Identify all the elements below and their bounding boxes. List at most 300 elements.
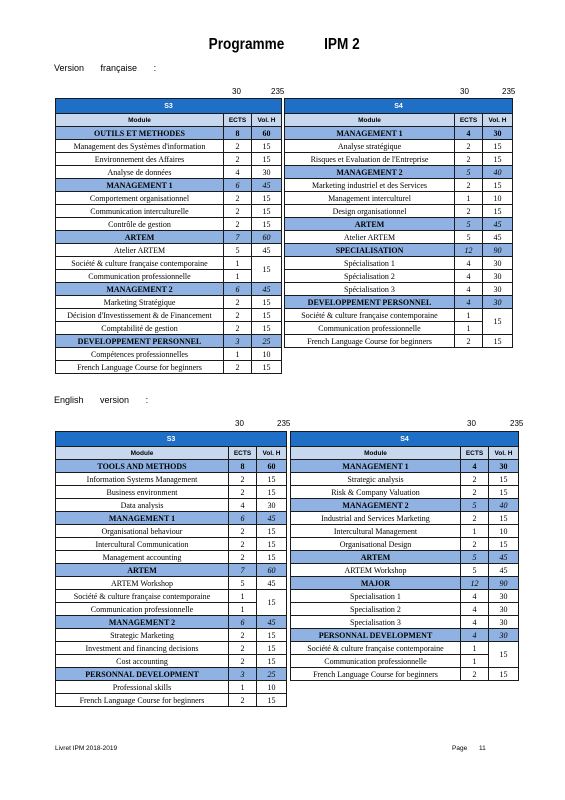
volume-hours: 15 (252, 296, 282, 309)
volume-hours: 90 (489, 577, 519, 590)
volume-hours: 30 (489, 629, 519, 642)
volume-hours: 60 (257, 564, 287, 577)
volume-hours: 15 (483, 205, 513, 218)
ects-value: 2 (224, 192, 252, 205)
module-name: Société & culture française contemporaine (56, 257, 224, 270)
module-group-row (56, 512, 287, 525)
table-row (56, 257, 282, 270)
table-row (291, 590, 519, 603)
volume-hours: 60 (257, 460, 287, 473)
volume-hours: 15 (257, 551, 287, 564)
module-group-name: MANAGEMENT 1 (56, 179, 224, 192)
module-name: Investment and financing decisions (56, 642, 229, 655)
module-group-name: PERSONNAL DEVELOPMENT (56, 668, 229, 681)
table-row (56, 205, 282, 218)
volume-hours: 90 (483, 244, 513, 257)
volume-hours: 15 (252, 218, 282, 231)
column-header-row (291, 447, 519, 460)
ects-value: 4 (224, 166, 252, 179)
ects-value: 3 (224, 335, 252, 348)
ects-value: 2 (461, 668, 489, 681)
module-name: Cost accounting (56, 655, 229, 668)
module-group-name: ARTEM (285, 218, 455, 231)
ects-value: 1 (224, 257, 252, 270)
volume-hours: 15 (257, 473, 287, 486)
ects-value: 5 (224, 244, 252, 257)
module-name: Atelier ARTEM (285, 231, 455, 244)
ects-value: 2 (229, 525, 257, 538)
module-group-name: MANAGEMENT 2 (56, 283, 224, 296)
module-group-name: MANAGEMENT 2 (56, 616, 229, 629)
ects-value: 2 (461, 512, 489, 525)
table-row (56, 296, 282, 309)
module-name: Marketing industriel et des Services (285, 179, 455, 192)
module-column-header: Module (291, 447, 461, 460)
module-name: Communication professionnelle (285, 322, 455, 335)
ects-value: 1 (461, 655, 489, 668)
volume-hours: 25 (257, 668, 287, 681)
semester-title: S3 (56, 99, 282, 114)
volume-hours: 15 (257, 642, 287, 655)
table-row (291, 525, 519, 538)
module-group-name: MANAGEMENT 2 (291, 499, 461, 512)
ects-value: 6 (229, 616, 257, 629)
volume-hours: 15 (257, 525, 287, 538)
column-header-row (285, 114, 513, 127)
module-group-name: TOOLS AND METHODS (56, 460, 229, 473)
table-row (56, 538, 287, 551)
volume-hours: 15 (252, 205, 282, 218)
volume-hours: 15 (257, 486, 287, 499)
ects-value: 1 (461, 642, 489, 655)
volume-hours: 45 (257, 512, 287, 525)
ects-value: 6 (229, 512, 257, 525)
module-group-name: MANAGEMENT 1 (291, 460, 461, 473)
ects-value: 2 (224, 296, 252, 309)
module-name: Comptabilité de gestion (56, 322, 224, 335)
module-group-name: ARTEM (291, 551, 461, 564)
english-s4-ects-total: 30 (467, 419, 476, 428)
module-name: Analyse stratégique (285, 140, 455, 153)
footer-page-number: 11 (479, 745, 486, 752)
table-row (285, 179, 513, 192)
volume-hours: 15 (252, 153, 282, 166)
table-row (291, 564, 519, 577)
module-group-name: DEVELOPPEMENT PERSONNEL (285, 296, 455, 309)
ects-value: 1 (224, 270, 252, 283)
module-name: French Language Course for beginners (56, 694, 229, 707)
module-group-name: ARTEM (56, 231, 224, 244)
ects-value: 2 (455, 205, 483, 218)
module-name: Analyse de données (56, 166, 224, 179)
ects-value: 2 (461, 486, 489, 499)
semester-title: S4 (285, 99, 513, 114)
module-group-row (285, 166, 513, 179)
module-group-row (291, 499, 519, 512)
ects-value: 2 (229, 694, 257, 707)
ects-value: 2 (229, 551, 257, 564)
module-name: Atelier ARTEM (56, 244, 224, 257)
table-row (291, 668, 519, 681)
module-name: Management accounting (56, 551, 229, 564)
volume-hours: 40 (483, 166, 513, 179)
module-name: Comportement organisationnel (56, 192, 224, 205)
module-name: Specialisation 2 (291, 603, 461, 616)
volume-hours: 30 (483, 127, 513, 140)
ects-value: 2 (224, 153, 252, 166)
page-title-left: Programme (208, 36, 285, 53)
table-row (56, 361, 282, 374)
module-group-row (56, 460, 287, 473)
module-name: Décision d'Investissement & de Financement (56, 309, 224, 322)
table-row (56, 590, 287, 603)
ects-value: 4 (461, 460, 489, 473)
ects-value: 4 (461, 590, 489, 603)
module-column-header: Module (56, 447, 229, 460)
ects-value: 1 (224, 348, 252, 361)
ects-value: 4 (455, 283, 483, 296)
volume-hours: 15 (489, 473, 519, 486)
table-row (56, 218, 282, 231)
ects-value: 2 (224, 205, 252, 218)
ects-value: 7 (224, 231, 252, 244)
module-group-name: PERSONNAL DEVELOPMENT (291, 629, 461, 642)
page-title-right: IPM 2 (324, 36, 360, 53)
footer-page-label: Page (452, 745, 468, 752)
module-group-row (56, 668, 287, 681)
ects-value: 2 (224, 322, 252, 335)
table-row (291, 642, 519, 655)
module-group-name: DEVELOPPEMENT PERSONNEL (56, 335, 224, 348)
volume-hours: 15 (257, 590, 287, 616)
module-group-row (56, 564, 287, 577)
french-s3-ects-total: 30 (232, 87, 241, 96)
table-row (56, 166, 282, 179)
module-name: Risk & Company Valuation (291, 486, 461, 499)
module-name: Industrial and Services Marketing (291, 512, 461, 525)
module-name: ARTEM Workshop (291, 564, 461, 577)
ects-value: 2 (455, 179, 483, 192)
module-group-name: SPECIALISATION (285, 244, 455, 257)
french-totals (0, 87, 565, 97)
module-name: Marketing Stratégique (56, 296, 224, 309)
table-row (291, 512, 519, 525)
module-group-row (56, 283, 282, 296)
volume-hours: 45 (489, 551, 519, 564)
module-name: French Language Course for beginners (285, 335, 455, 348)
ects-value: 6 (224, 283, 252, 296)
ects-value: 2 (229, 629, 257, 642)
module-name: Spécialisation 3 (285, 283, 455, 296)
ects-value: 2 (224, 361, 252, 374)
volume-hours: 30 (489, 603, 519, 616)
volume-hours: 15 (489, 668, 519, 681)
table-row (291, 473, 519, 486)
table-row (285, 192, 513, 205)
ects-column-header: ECTS (229, 447, 257, 460)
module-group-row (285, 218, 513, 231)
volume-hours: 45 (252, 179, 282, 192)
ects-value: 5 (461, 499, 489, 512)
volume-hours: 15 (252, 257, 282, 283)
table-row (56, 153, 282, 166)
volume-hours: 60 (252, 231, 282, 244)
ects-value: 4 (461, 603, 489, 616)
ects-value: 2 (455, 335, 483, 348)
ects-value: 2 (229, 538, 257, 551)
module-group-row (285, 244, 513, 257)
module-name: Specialisation 3 (291, 616, 461, 629)
volume-hours: 15 (252, 309, 282, 322)
ects-value: 4 (455, 296, 483, 309)
table-row (56, 244, 282, 257)
table-row (291, 655, 519, 668)
module-name: ARTEM Workshop (56, 577, 229, 590)
column-header-row (56, 447, 287, 460)
french-s4-vol-total: 235 (502, 87, 516, 96)
table-row (285, 140, 513, 153)
table-row (56, 322, 282, 335)
table-row (285, 231, 513, 244)
ects-value: 2 (455, 153, 483, 166)
volume-hours: 30 (489, 460, 519, 473)
module-group-row (56, 231, 282, 244)
french-s3-table (55, 98, 282, 374)
volume-hours: 45 (483, 231, 513, 244)
table-row (56, 270, 282, 283)
module-name: Organisational behaviour (56, 525, 229, 538)
ects-value: 1 (455, 309, 483, 322)
module-name: Strategic Marketing (56, 629, 229, 642)
english-s3-vol-total: 235 (277, 419, 291, 428)
volume-hours: 15 (483, 309, 513, 335)
french-version-label: Version française : (54, 63, 157, 73)
english-totals (0, 419, 565, 429)
volume-hours: 45 (257, 577, 287, 590)
ects-value: 12 (455, 244, 483, 257)
semester-title: S4 (291, 432, 519, 447)
ects-value: 1 (455, 322, 483, 335)
semester-header-row (285, 99, 513, 114)
table-row (291, 603, 519, 616)
module-group-name: ARTEM (56, 564, 229, 577)
ects-value: 2 (461, 473, 489, 486)
volume-hours: 15 (252, 140, 282, 153)
ects-column-header: ECTS (461, 447, 489, 460)
ects-value: 5 (455, 231, 483, 244)
module-group-row (291, 629, 519, 642)
volume-hours: 60 (252, 127, 282, 140)
volume-hours: 45 (489, 564, 519, 577)
module-column-header: Module (56, 114, 224, 127)
module-name: French Language Course for beginners (291, 668, 461, 681)
ects-value: 1 (461, 525, 489, 538)
table-row (285, 322, 513, 335)
ects-value: 4 (455, 127, 483, 140)
table-row (56, 192, 282, 205)
volume-hours: 45 (252, 244, 282, 257)
ects-value: 5 (455, 218, 483, 231)
module-name: Communication professionnelle (56, 270, 224, 283)
table-row (56, 655, 287, 668)
ects-value: 7 (229, 564, 257, 577)
module-name: Communication professionnelle (56, 603, 229, 616)
volume-hours: 15 (257, 655, 287, 668)
volume-hours: 15 (483, 140, 513, 153)
volume-hours: 10 (257, 681, 287, 694)
ects-value: 2 (224, 140, 252, 153)
ects-column-header: ECTS (455, 114, 483, 127)
volume-hours: 30 (489, 616, 519, 629)
module-column-header: Module (285, 114, 455, 127)
ects-value: 2 (229, 655, 257, 668)
volume-column-header: Vol. H (252, 114, 282, 127)
ects-value: 2 (224, 309, 252, 322)
table-row (56, 551, 287, 564)
volume-column-header: Vol. H (257, 447, 287, 460)
volume-column-header: Vol. H (483, 114, 513, 127)
ects-value: 1 (455, 192, 483, 205)
volume-hours: 10 (483, 192, 513, 205)
module-group-row (285, 296, 513, 309)
module-name: Société & culture française contemporaine (56, 590, 229, 603)
volume-hours: 30 (483, 283, 513, 296)
module-name: Contrôle de gestion (56, 218, 224, 231)
module-name: Business environment (56, 486, 229, 499)
volume-hours: 10 (252, 348, 282, 361)
module-name: Intercultural Communication (56, 538, 229, 551)
english-s3-ects-total: 30 (235, 419, 244, 428)
volume-hours: 15 (489, 512, 519, 525)
volume-hours: 25 (252, 335, 282, 348)
module-name: Spécialisation 2 (285, 270, 455, 283)
module-name: Design organisationnel (285, 205, 455, 218)
ects-value: 2 (455, 140, 483, 153)
table-row (285, 335, 513, 348)
volume-hours: 30 (489, 590, 519, 603)
ects-value: 2 (229, 473, 257, 486)
french-s4-ects-total: 30 (460, 87, 469, 96)
module-group-name: MAJOR (291, 577, 461, 590)
column-header-row (56, 114, 282, 127)
volume-hours: 30 (252, 166, 282, 179)
volume-hours: 15 (252, 361, 282, 374)
module-group-row (56, 127, 282, 140)
ects-value: 2 (224, 218, 252, 231)
english-s3-table (55, 431, 287, 707)
volume-hours: 45 (257, 616, 287, 629)
module-group-name: MANAGEMENT 1 (285, 127, 455, 140)
volume-hours: 15 (489, 486, 519, 499)
ects-value: 1 (229, 590, 257, 603)
module-group-name: MANAGEMENT 1 (56, 512, 229, 525)
module-name: Management interculturel (285, 192, 455, 205)
module-name: Professional skills (56, 681, 229, 694)
table-row (56, 499, 287, 512)
volume-column-header: Vol. H (489, 447, 519, 460)
semester-header-row (56, 99, 282, 114)
ects-value: 8 (229, 460, 257, 473)
table-row (291, 486, 519, 499)
volume-hours: 30 (257, 499, 287, 512)
ects-value: 3 (229, 668, 257, 681)
volume-hours: 15 (257, 538, 287, 551)
module-group-row (291, 460, 519, 473)
volume-hours: 15 (252, 192, 282, 205)
ects-value: 6 (224, 179, 252, 192)
semester-header-row (56, 432, 287, 447)
table-row (285, 257, 513, 270)
page-title (0, 36, 565, 54)
semester-title: S3 (56, 432, 287, 447)
table-row (56, 309, 282, 322)
table-row (56, 348, 282, 361)
table-row (56, 642, 287, 655)
module-name: Risques et Evaluation de l'Entreprise (285, 153, 455, 166)
ects-value: 2 (229, 642, 257, 655)
volume-hours: 10 (489, 525, 519, 538)
table-row (56, 629, 287, 642)
ects-value: 4 (461, 629, 489, 642)
module-name: Organisational Design (291, 538, 461, 551)
table-row (56, 473, 287, 486)
module-name: Management des Systèmes d'information (56, 140, 224, 153)
module-name: Information Systems Management (56, 473, 229, 486)
volume-hours: 40 (489, 499, 519, 512)
module-group-row (291, 577, 519, 590)
volume-hours: 15 (252, 322, 282, 335)
ects-value: 4 (461, 616, 489, 629)
english-version-label: English version : (54, 395, 149, 405)
volume-hours: 30 (483, 270, 513, 283)
module-name: French Language Course for beginners (56, 361, 224, 374)
ects-value: 5 (229, 577, 257, 590)
volume-hours: 15 (257, 694, 287, 707)
module-name: Communication interculturelle (56, 205, 224, 218)
ects-column-header: ECTS (224, 114, 252, 127)
volume-hours: 15 (489, 642, 519, 668)
module-name: Intercultural Management (291, 525, 461, 538)
ects-value: 2 (229, 486, 257, 499)
module-name: Communication professionnelle (291, 655, 461, 668)
ects-value: 4 (455, 270, 483, 283)
french-s4-table (284, 98, 513, 348)
french-s3-vol-total: 235 (271, 87, 285, 96)
ects-value: 4 (229, 499, 257, 512)
module-name: Société & culture française contemporaine (285, 309, 455, 322)
ects-value: 5 (461, 551, 489, 564)
english-s4-vol-total: 235 (510, 419, 524, 428)
ects-value: 1 (229, 603, 257, 616)
volume-hours: 15 (483, 153, 513, 166)
ects-value: 8 (224, 127, 252, 140)
module-group-row (291, 551, 519, 564)
module-group-row (56, 179, 282, 192)
table-row (56, 525, 287, 538)
module-name: Spécialisation 1 (285, 257, 455, 270)
ects-value: 5 (455, 166, 483, 179)
volume-hours: 45 (252, 283, 282, 296)
module-name: Specialisation 1 (291, 590, 461, 603)
volume-hours: 45 (483, 218, 513, 231)
volume-hours: 15 (483, 179, 513, 192)
ects-value: 5 (461, 564, 489, 577)
volume-hours: 30 (483, 257, 513, 270)
ects-value: 1 (229, 681, 257, 694)
footer-page (452, 745, 486, 752)
footer-left: Livret IPM 2018-2019 (55, 745, 118, 752)
ects-value: 4 (455, 257, 483, 270)
